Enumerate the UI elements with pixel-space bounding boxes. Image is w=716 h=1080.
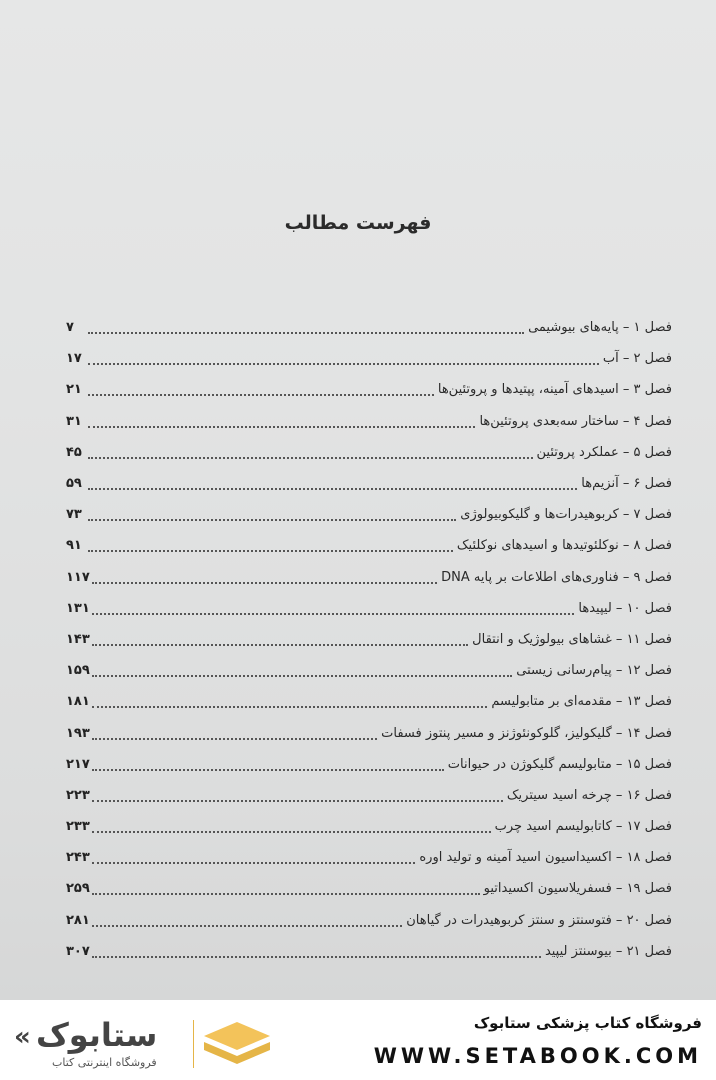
toc-entry-title: فصل ۹ – فناوری‌های اطلاعات بر پایه DNA: [441, 569, 672, 585]
toc-entry-title: فصل ۷ – کربوهیدرات‌ها و گلیکوبیولوژی: [460, 507, 672, 523]
toc-entry-page: ۷: [66, 320, 74, 336]
dot-leader: [92, 799, 503, 802]
toc-entry-title: فصل ۳ – اسیدهای آمینه، پپتیدها و پروتئین‌ها: [437, 382, 672, 398]
toc-entry-title: فصل ۲۰ – فتوسنتز و سنتز کربوهیدرات در گیاهان: [406, 912, 672, 928]
logo-divider: [193, 1020, 194, 1068]
toc-entry: [66, 780, 672, 811]
dot-leader: [92, 674, 512, 677]
dot-leader: [88, 362, 599, 365]
toc-entry-page: ۲۳۳: [66, 819, 90, 835]
toc-entry: [66, 530, 672, 561]
toc-entry: [66, 842, 672, 873]
toc-entry: [66, 717, 672, 748]
toc-entry: [66, 562, 672, 593]
toc-entry-title: فصل ۱۴ – گلیکولیز، گلوکونئوژنز و مسیر پنتوز فسفات: [381, 725, 672, 741]
store-name: فروشگاه کتاب پزشکی ستابوک: [473, 1014, 702, 1032]
dot-leader: [88, 331, 524, 334]
dot-leader: [92, 861, 416, 864]
dot-leader: [92, 768, 444, 771]
page-title: فهرست مطالب: [284, 212, 432, 234]
dot-leader: [92, 705, 488, 708]
toc-entry-title: فصل ۱۹ – فسفریلاسیون اکسیداتیو: [483, 881, 672, 897]
toc-entry-page: ۲۱: [66, 382, 82, 398]
book-stack-icon: [202, 1020, 272, 1068]
toc-entry-title: فصل ۶ – آنزیم‌ها: [581, 476, 672, 492]
toc-entry-page: ۳۱: [66, 413, 82, 429]
dot-leader: [88, 549, 453, 552]
toc-entry-page: ۱۹۳: [66, 725, 90, 741]
toc-entry: [66, 686, 672, 717]
toc-entry: [66, 499, 672, 530]
toc-entry-title: فصل ۲۱ – بیوسنتز لیپید: [544, 943, 672, 959]
toc-entry: [66, 655, 672, 686]
toc-entry: [66, 905, 672, 936]
toc-entry-title: فصل ۱۷ – کاتابولیسم اسید چرب: [494, 819, 672, 835]
toc-entry-title: فصل ۲ – آب: [602, 351, 672, 367]
toc-entry-title: فصل ۱۲ – پیام‌رسانی زیستی: [516, 663, 672, 679]
toc-entry-page: ۳۰۷: [66, 943, 90, 959]
dot-leader: [88, 518, 456, 521]
toc-entry-title: فصل ۱۰ – لیپیدها: [578, 600, 672, 616]
toc-entry-page: ۱۴۳: [66, 631, 90, 647]
toc-entry-page: ۴۵: [66, 444, 82, 460]
dot-leader: [92, 737, 377, 740]
toc-entry-title: فصل ۵ – عملکرد پروتئین: [536, 444, 672, 460]
toc-entry: [66, 873, 672, 904]
toc-entry: [66, 593, 672, 624]
table-of-contents: [66, 312, 672, 967]
dot-leader: [92, 612, 575, 615]
store-url[interactable]: WWW.SETABOOK.COM: [373, 1044, 702, 1068]
toc-entry-title: فصل ۱ – پایه‌های بیوشیمی: [528, 320, 672, 336]
dot-leader: [88, 487, 577, 490]
toc-entry-page: ۱۷: [66, 351, 82, 367]
toc-entry: [66, 406, 672, 437]
toc-entry: [66, 811, 672, 842]
toc-entry-title: فصل ۸ – نوکلئوتیدها و اسیدهای نوکلئیک: [456, 538, 672, 554]
toc-entry: [66, 374, 672, 405]
dot-leader: [88, 425, 475, 428]
toc-entry: [66, 624, 672, 655]
dot-leader: [88, 393, 434, 396]
toc-entry-page: ۱۵۹: [66, 663, 90, 679]
toc-entry-title: فصل ۱۶ – چرخه اسید سیتریک: [506, 787, 672, 803]
toc-entry-page: ۵۹: [66, 476, 82, 492]
dot-leader: [92, 643, 468, 646]
dot-leader: [92, 924, 402, 927]
toc-entry: [66, 437, 672, 468]
toc-entry: [66, 936, 672, 967]
toc-entry-page: ۷۳: [66, 507, 82, 523]
toc-entry: [66, 749, 672, 780]
toc-entry-page: ۲۲۳: [66, 787, 90, 803]
dot-leader: [88, 456, 533, 459]
toc-entry-title: فصل ۱۳ – مقدمه‌ای بر متابولیسم: [491, 694, 672, 710]
toc-entry: [66, 343, 672, 374]
toc-entry-title: فصل ۴ – ساختار سه‌بعدی پروتئین‌ها: [479, 413, 672, 429]
toc-entry-page: ۱۳۱: [66, 600, 90, 616]
toc-entry-page: ۲۴۳: [66, 850, 90, 866]
toc-entry-page: ۲۸۱: [66, 912, 90, 928]
store-banner: [0, 1000, 716, 1080]
logo-arrows-icon: «: [14, 1022, 31, 1052]
toc-entry-page: ۹۱: [66, 538, 82, 554]
dot-leader: [92, 830, 491, 833]
logo-subtitle: فروشگاه اینترنتی کتاب: [52, 1056, 157, 1069]
toc-entry-title: فصل ۱۸ – اکسیداسیون اسید آمینه و تولید اوره: [419, 850, 672, 866]
dot-leader: [92, 892, 480, 895]
toc-entry-page: ۲۵۹: [66, 881, 90, 897]
dot-leader: [92, 955, 541, 958]
toc-entry-title: فصل ۱۵ – متابولیسم گلیکوژن در حیوانات: [447, 756, 672, 772]
toc-entry: [66, 468, 672, 499]
toc-entry-page: ۱۱۷: [66, 569, 90, 585]
toc-entry-page: ۱۸۱: [66, 694, 90, 710]
dot-leader: [92, 581, 437, 584]
toc-entry-page: ۲۱۷: [66, 756, 90, 772]
toc-entry: [66, 312, 672, 343]
logo-wordmark: ستابوک: [36, 1016, 158, 1054]
toc-entry-title: فصل ۱۱ – غشاهای بیولوژیک و انتقال: [472, 631, 672, 647]
